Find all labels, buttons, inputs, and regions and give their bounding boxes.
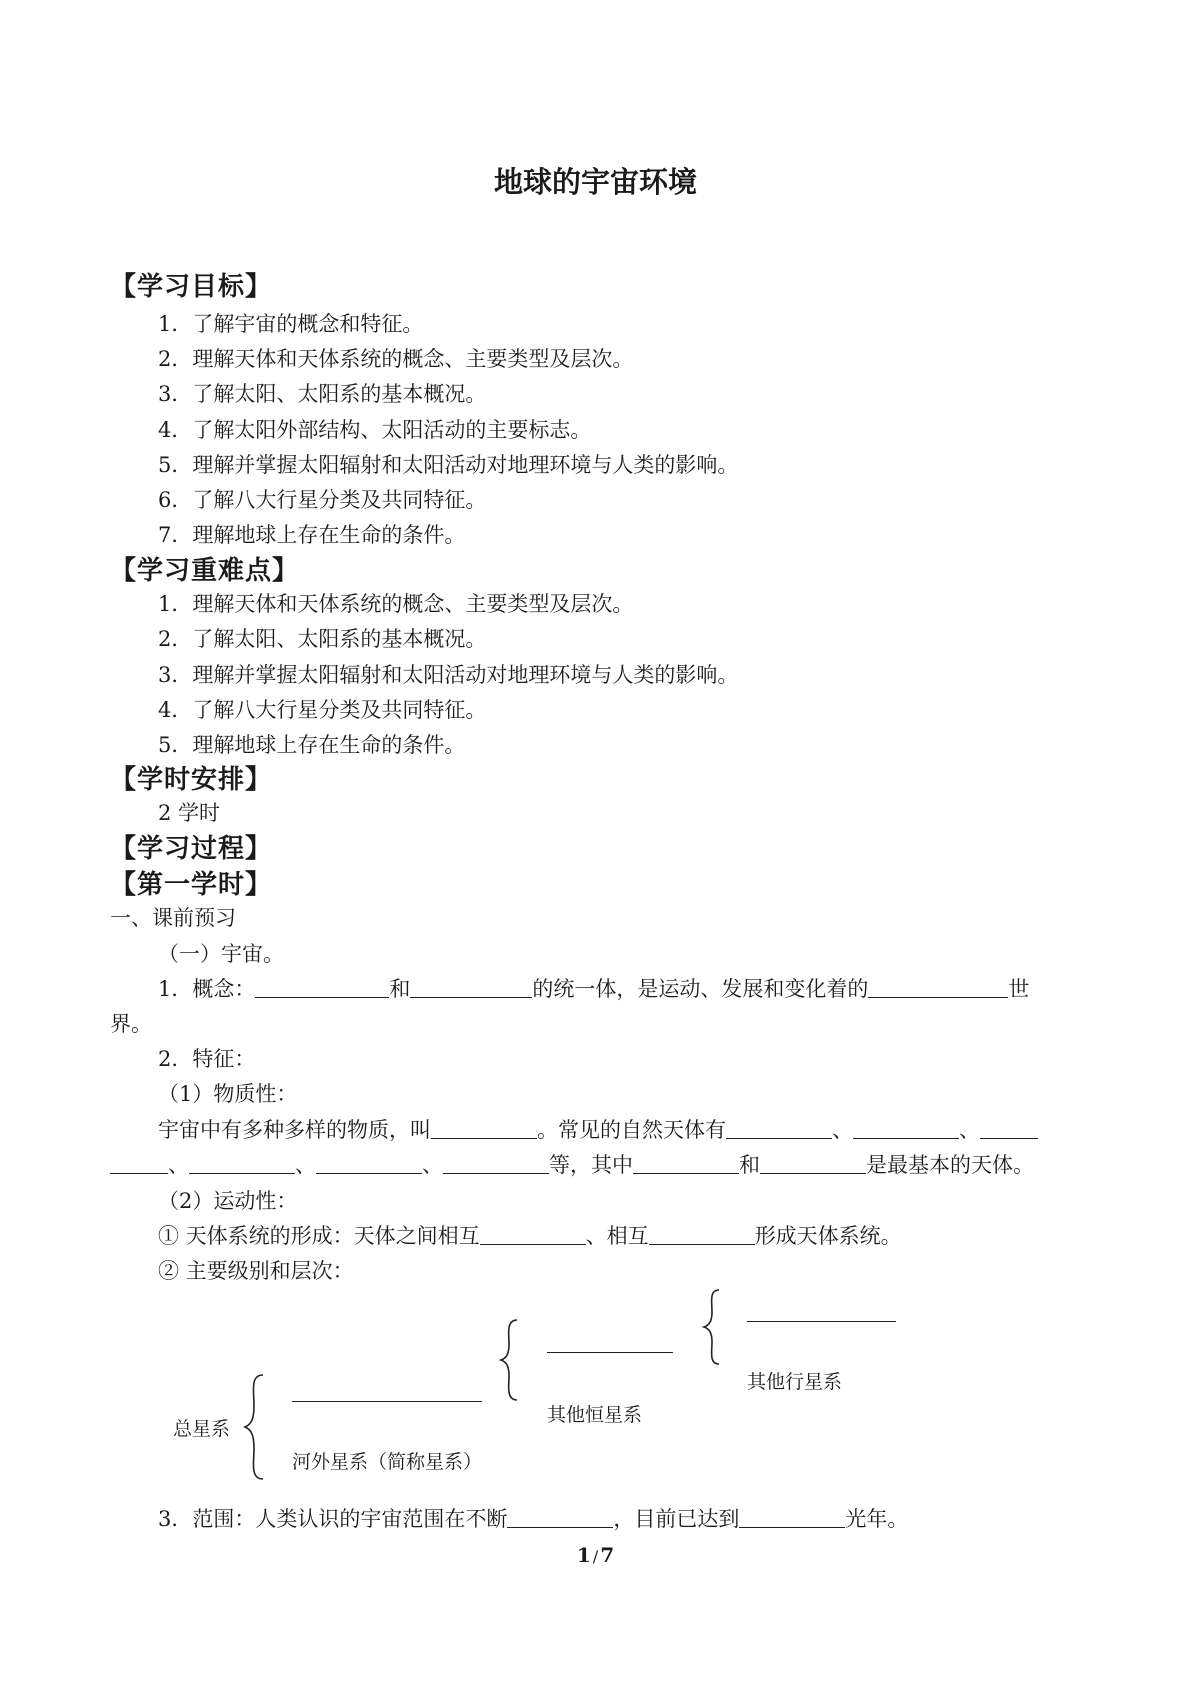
blank-milky-way[interactable]: [292, 1401, 482, 1402]
blank-solar-system[interactable]: [547, 1352, 673, 1353]
formation-line: ① 天体系统的形成：天体之间相互 、相互 形成天体系统。: [158, 1224, 902, 1248]
objective-item: 3．了解太阳、太阳系的基本概况。: [158, 382, 487, 406]
schedule-value: 2 学时: [158, 801, 221, 825]
objective-item: 5．理解并掌握太阳辐射和太阳活动对地理环境与人类的影响。: [158, 453, 739, 477]
material-label: （1）物质性：: [158, 1082, 298, 1106]
features-label: 2．特征：: [158, 1047, 256, 1071]
key-points-heading: 【学习重难点】: [110, 556, 300, 586]
key-point-item: 1．理解天体和天体系统的概念、主要类型及层次。: [158, 592, 634, 616]
brace-solar: [704, 1290, 719, 1364]
material-line-1: 宇宙中有多种多样的物质，叫 。常见的自然天体有 、 、: [158, 1114, 1038, 1144]
objective-item: 6．了解八大行星分类及共同特征。: [158, 488, 487, 512]
blank[interactable]: [507, 1505, 613, 1528]
page-title: 地球的宇宙环境: [493, 165, 697, 199]
concept-line-end: 界。: [110, 1012, 152, 1036]
concept-line: 1．概念： 和 的统一体，是运动、发展和变化着的 世: [158, 977, 1030, 1001]
diagram-total-galaxy: 总星系: [173, 1418, 231, 1440]
diagram-other-star-systems: 其他恒星系: [547, 1404, 643, 1426]
brace-total: [245, 1375, 263, 1479]
objective-item: 1．了解宇宙的概念和特征。: [158, 312, 424, 336]
material-line-2: 、 、 、 等，其中 和 是最基本的天体。: [110, 1149, 1034, 1179]
universe-subheading: （一）宇宙。: [158, 942, 284, 966]
objective-item: 2．理解天体和天体系统的概念、主要类型及层次。: [158, 347, 634, 371]
key-point-item: 2．了解太阳、太阳系的基本概况。: [158, 627, 487, 651]
key-point-item: 3．理解并掌握太阳辐射和太阳活动对地理环境与人类的影响。: [158, 663, 739, 687]
levels-label: ② 主要级别和层次：: [158, 1259, 354, 1283]
first-period-heading: 【第一学时】: [110, 870, 273, 900]
objective-item: 7．理解地球上存在生命的条件。: [158, 523, 466, 547]
diagram-extragalactic: 河外星系（简称星系）: [292, 1451, 483, 1473]
process-heading: 【学习过程】: [110, 834, 273, 864]
objectives-heading: 【学习目标】: [110, 272, 273, 302]
blank-earth-moon[interactable]: [747, 1321, 896, 1322]
key-point-item: 5．理解地球上存在生命的条件。: [158, 733, 466, 757]
key-point-item: 4．了解八大行星分类及共同特征。: [158, 698, 487, 722]
schedule-heading: 【学时安排】: [110, 765, 273, 795]
blank[interactable]: [739, 1505, 845, 1528]
page-number: 1 / 7: [576, 1543, 615, 1567]
motion-label: （2）运动性：: [158, 1189, 298, 1213]
objective-item: 4．了解太阳外部结构、太阳活动的主要标志。: [158, 418, 592, 442]
brace-milky-way: [501, 1320, 517, 1400]
preview-heading: 一、课前预习: [110, 906, 236, 930]
diagram-other-planet-systems: 其他行星系: [747, 1371, 843, 1393]
scope-line: 3．范围：人类认识的宇宙范围在不断 ，目前已达到 光年。: [158, 1507, 909, 1531]
